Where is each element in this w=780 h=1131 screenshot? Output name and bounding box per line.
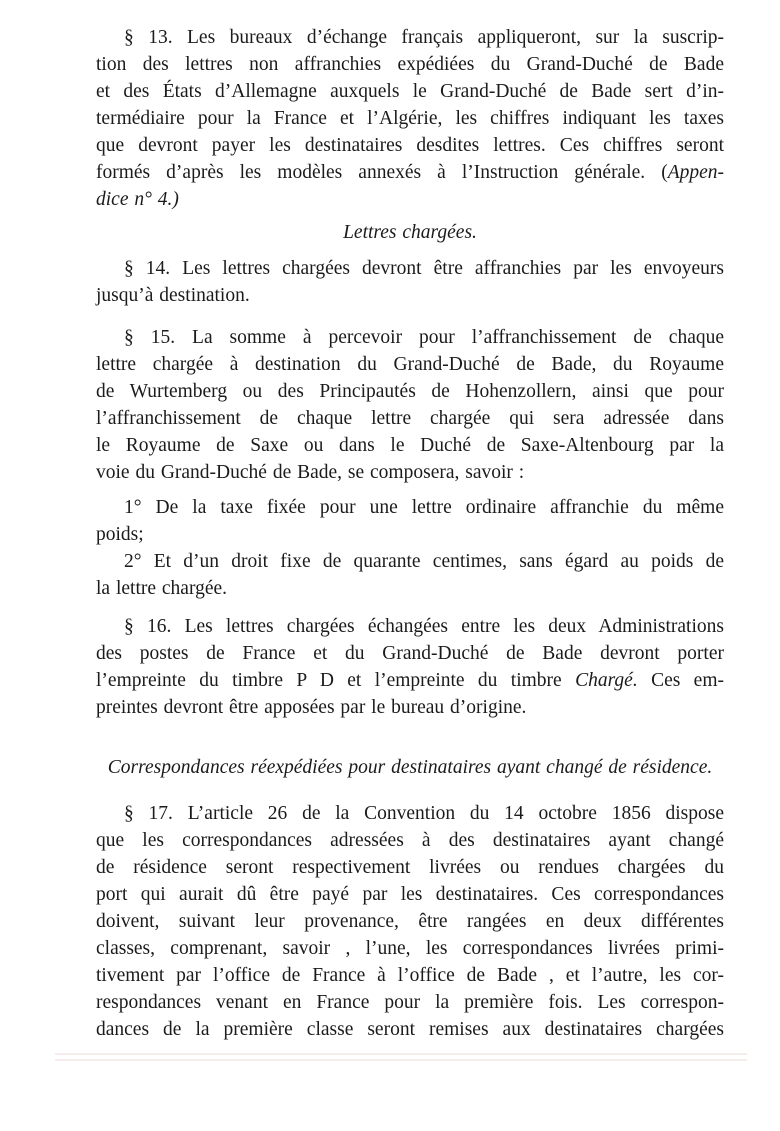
text-line: voie du Grand-Duché de Bade, se composera, savoir : [96,462,525,483]
text-line: et des États d’Allemagne auxquels le Grand-Duché de Bade sert d’in- [96,81,724,102]
text-line: que les correspondances adressées à des destinataires ayant changé [96,830,724,851]
text-line: des postes de France et du Grand-Duché de Bade devront porter [96,643,724,664]
text-line [96,159,724,186]
paragraph-17 [96,800,724,1043]
text-line: preintes devront être apposées par le bureau d’origine. [96,697,527,718]
list-item-1 [96,494,724,548]
text-line: § 13. Les bureaux d’échange français appliqueront, sur la suscrip- [124,27,724,48]
text-line: jusqu’à destination. [96,285,250,306]
text-segment-italic: Chargé. [575,670,638,691]
section-heading-lettres-chargees: Lettres chargées. [343,222,477,243]
text-line: de Wurtemberg ou des Principautés de Hohenzollern, ainsi que pour [96,381,724,402]
text-line: tivement par l’office de France à l’office de Bade , et l’autre, les cor- [96,965,724,986]
text-line: le Royaume de Saxe ou dans le Duché de Saxe-Altenbourg par la [96,435,724,456]
text-line: doivent, suivant leur provenance, être rangées en deux différentes [96,911,724,932]
list-item-2 [96,548,724,602]
text-line: de résidence seront respectivement livrées ou rendues chargées du [96,857,724,878]
text-line: l’affranchissement de chaque lettre chargée qui sera adressée dans [96,408,724,429]
text-line: 2° Et d’un droit fixe de quarante centimes, sans égard au poids de [124,551,724,572]
text-line: dice n° 4.) [96,189,179,210]
text-segment: l’empreinte du timbre P D et l’empreinte du timbre [96,670,576,691]
text-line: § 17. L’article 26 de la Convention du 14 octobre 1856 dispose [124,803,724,824]
text-line [96,667,724,694]
scan-artifact-line [55,1059,747,1061]
section-heading-correspondances-reexpediees: Correspondances réexpédiées pour destinataires ayant changé de résidence. [107,757,713,778]
text-line: termédiaire pour la France et l’Algérie, les chiffres indiquant les taxes [96,108,724,129]
text-line: lettre chargée à destination du Grand-Duché de Bade, du Royaume [96,354,724,375]
text-segment: formés d’après les modèles annexés à l’Instruction générale. ( [96,162,668,183]
text-line: que devront payer les destinataires desdites lettres. Ces chiffres seront [96,135,724,156]
text-block [96,24,724,1043]
text-segment-italic: Appen- [667,162,724,183]
paragraph-13 [96,24,724,213]
text-line: tion des lettres non affranchies expédiées du Grand-Duché de Bade [96,54,724,75]
text-line: port qui aurait dû être payé par les destinataires. Ces correspondances [96,884,724,905]
text-line: respondances venant en France pour la première fois. Les correspon- [96,992,724,1013]
text-line: dances de la première classe seront remises aux destinataires chargées [96,1019,724,1040]
text-line: § 16. Les lettres chargées échangées entre les deux Administrations [124,616,724,637]
text-line: 1° De la taxe fixée pour une lettre ordinaire affranchie du même [124,497,724,518]
text-line: classes, comprenant, savoir , l’une, les correspondances livrées primi- [96,938,724,959]
text-line: § 15. La somme à percevoir pour l’affranchissement de chaque [124,327,724,348]
text-line: poids; [96,524,144,545]
paragraph-14 [96,255,724,309]
text-line: § 14. Les lettres chargées devront être affranchies par les envoyeurs [124,258,724,279]
paragraph-16 [96,613,724,721]
text-line: la lettre chargée. [96,578,228,599]
paragraph-15 [96,324,724,486]
scan-artifact-line [55,1053,747,1055]
text-segment: Ces em- [637,670,725,691]
